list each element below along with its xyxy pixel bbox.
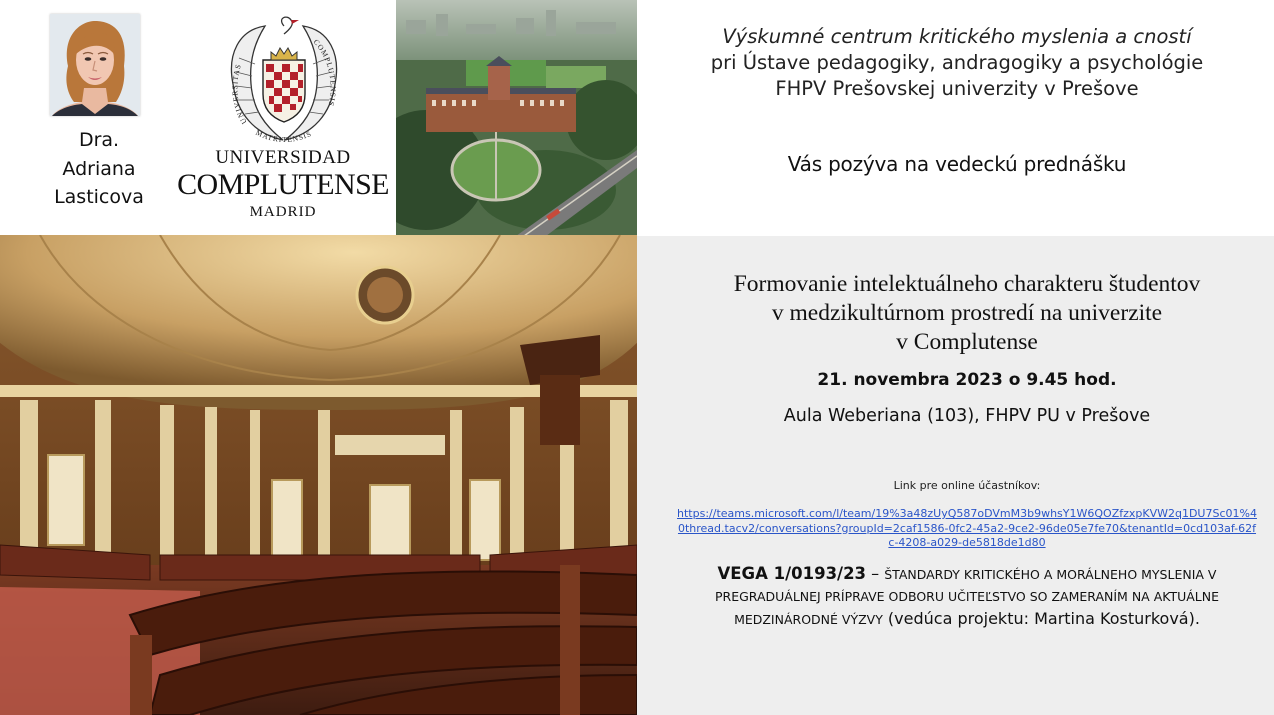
svg-text:COMPLUTENSIS: COMPLUTENSIS <box>311 37 338 108</box>
lecture-hall-photo <box>0 235 637 715</box>
project-info <box>668 563 1266 631</box>
university-wordmark <box>170 146 396 224</box>
organizer-block <box>657 24 1257 102</box>
organizer-institute: pri Ústave pedagogiky, andragogiky a psychológie <box>710 51 1204 74</box>
lecture-place: Aula Weberiana (103), FHPV PU v Prešove <box>783 406 1151 426</box>
university-wordmark-line3: MADRID <box>249 204 317 220</box>
online-link-label: Link pre online účastníkov: <box>893 479 1041 492</box>
university-seal-icon <box>225 14 343 150</box>
university-wordmark-line2: COMPLUTENSE <box>177 168 389 201</box>
svg-text:MATRITENSIS: MATRITENSIS <box>254 127 314 145</box>
project-code: VEGA 1/0193/23 <box>717 564 867 583</box>
invitation-text: Vás pozýva na vedeckú prednášku <box>787 152 1127 176</box>
project-title: ŠTANDARDY KRITICKÉHO A MORÁLNEHO MYSLENIA V PREGRADUÁLNEJ PRÍPRAVE ODBORU UČITEĽSTVO SO ZAMERANÍM NA AKTUÁLNE MEDZINÁRODNÉ VÝZVY <box>714 567 1220 627</box>
university-wordmark-line1: UNIVERSIDAD <box>215 147 351 168</box>
project-dash: – <box>866 564 885 583</box>
campus-aerial-photo <box>396 0 637 236</box>
speaker-name: Dra. Adriana Lasticova <box>54 129 144 208</box>
project-lead: (vedúca projektu: Martina Kosturková). <box>882 609 1200 628</box>
lecture-title: Formovanie intelektuálneho charakteru študentov v medzikultúrnom prostredí na univerzite v Complutense <box>733 271 1201 355</box>
speaker-portrait-photo <box>50 14 140 116</box>
organizer-faculty: FHPV Prešovskej univerzity v Prešove <box>775 77 1139 100</box>
organizer-center-name: Výskumné centrum kritického myslenia a cností <box>722 25 1192 48</box>
online-meeting-link[interactable]: https://teams.microsoft.com/l/team/19%3a48zUyQ587oDVmM3b9whsY1W6QOZfzxpKVW2q1DU7Sc01%40thread.tacv2/conversations?groupId=2caf1586-0fc2-45a2-9ce2-96de05e7fe70&tenantId=0cd103af-62fc-4208-a029-de5818de1d80 <box>677 507 1257 549</box>
svg-text:UNIVERSITAS: UNIVERSITAS <box>230 62 249 126</box>
lecture-date: 21. novembra 2023 o 9.45 hod. <box>817 370 1117 390</box>
